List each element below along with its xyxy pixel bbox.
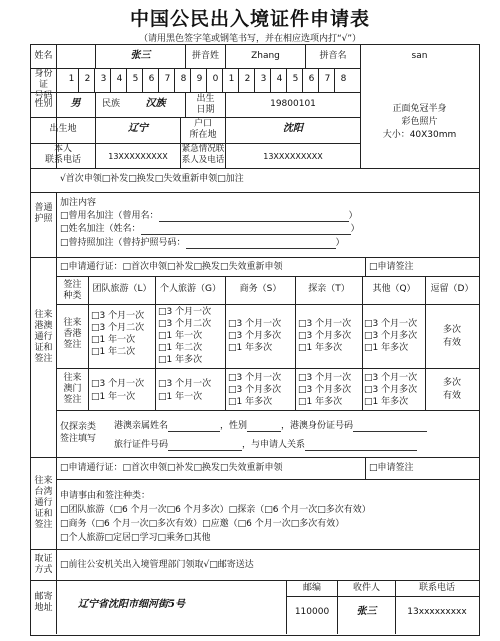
birthplace-label: 出生地 [49, 124, 77, 134]
pinyin-given-value[interactable]: san [411, 51, 428, 61]
pinyin-surname-value[interactable]: Zhang [251, 51, 280, 61]
name-endorsement[interactable]: □姓名加注（姓名： ） [60, 224, 360, 234]
hkmo-pass-apply[interactable]: □申请通行证：□首次申领□补发□换发□失效重新申领 [60, 262, 283, 272]
emergency-contact-value[interactable]: 13XXXXXXXXX [263, 152, 323, 161]
mo-personal-options[interactable]: □3 个月一次 □1 年一次 [158, 379, 212, 402]
hukou-value[interactable]: 沈阳 [283, 123, 303, 134]
id-digit-box[interactable]: 7 [324, 74, 331, 84]
former-passport-endorsement[interactable]: □曾持照加注（曾持护照号码： ） [60, 238, 345, 248]
hk-group-options[interactable]: □3 个月一次 □3 个月二次 □1 年一次 □1 年二次 [91, 311, 145, 357]
id-digit-box[interactable]: 0 [212, 74, 219, 84]
zip-label: 邮编 [302, 583, 321, 593]
ethnic-label: 民族 [101, 99, 120, 109]
mo-other-options[interactable]: □3 个月一次 □3 个月多次 □1 年多次 [364, 373, 418, 407]
collection-label: 取证 方式 [34, 554, 53, 575]
mo-transit-value[interactable]: 多次 有效 [442, 378, 461, 401]
id-digit-box[interactable]: 8 [180, 74, 187, 84]
endorsement-title: 加注内容 [60, 198, 97, 208]
form-instructions: （请用黑色签字笔或钢笔书写，并在相应选项内打“√”） [138, 34, 362, 44]
mailing-phone-value[interactable]: 13xxxxxxxxx [407, 607, 467, 617]
col-other: 其他（Q） [372, 284, 416, 294]
name-value[interactable]: 张三 [130, 50, 151, 61]
photo-size-note: 大小：40X30mm [382, 130, 457, 140]
id-digit-box[interactable]: 6 [148, 74, 155, 84]
col-transit: 逗留（D） [430, 284, 474, 294]
hk-visa-label: 往来 香港 签注 [63, 318, 82, 350]
visa-type-label: 签注 种类 [63, 280, 82, 301]
hk-other-options[interactable]: □3 个月一次 □3 个月多次 □1 年多次 [364, 319, 418, 353]
pinyin-surname-label: 拼音姓 [191, 51, 219, 61]
sex-value[interactable]: 男 [70, 98, 81, 109]
col-business: 商务（S） [239, 284, 282, 294]
col-group-tour: 团队旅游（L） [92, 284, 152, 294]
hkmo-visa-apply[interactable]: □申请签注 [369, 262, 414, 272]
id-digit-box[interactable]: 9 [196, 74, 203, 84]
tw-visa-apply[interactable]: □申请签注 [369, 463, 414, 473]
photo-note-2: 彩色照片 [401, 117, 438, 127]
tw-section-label: 往来 台湾 通行 证和 签注 [34, 476, 53, 530]
collection-options[interactable]: □前往公安机关出入境管理部门领取√□邮寄送达 [60, 560, 254, 570]
tw-options-3[interactable]: □个人旅游□定居□学习□乘务□其他 [60, 533, 211, 543]
id-digit-box[interactable]: 5 [132, 74, 139, 84]
mo-business-options[interactable]: □3 个月一次 □3 个月多次 □1 年多次 [228, 373, 282, 407]
mo-family-options[interactable]: □3 个月一次 □3 个月多次 □1 年多次 [298, 373, 352, 407]
name-label: 姓名 [34, 51, 53, 61]
kin-line-1[interactable]: 港澳亲属姓名 ，性别 ，港澳身份证号码 [114, 421, 427, 432]
hk-personal-options[interactable]: □3 个月一次 □3 个月二次 □1 年一次 □1 年二次 □1 年多次 [158, 307, 212, 365]
id-digit-box[interactable]: 1 [228, 74, 235, 84]
tw-pass-apply[interactable]: □申请通行证：□首次申领□补发□换发□失效重新申领 [60, 463, 283, 473]
phone-value[interactable]: 13XXXXXXXXX [108, 152, 168, 161]
mailing-phone-label: 联系电话 [418, 583, 455, 593]
passport-options[interactable]: √首次申领□补发□换发□失效重新申领□加注 [60, 174, 244, 184]
ethnic-value[interactable]: 汉族 [145, 98, 166, 109]
recipient-value[interactable]: 张三 [356, 606, 377, 617]
photo-note-1: 正面免冠半身 [392, 104, 447, 114]
hk-family-options[interactable]: □3 个月一次 □3 个月多次 □1 年多次 [298, 319, 352, 353]
id-digit-box[interactable]: 6 [308, 74, 315, 84]
hk-transit-value[interactable]: 多次 有效 [442, 325, 461, 348]
zip-value[interactable]: 110000 [294, 607, 330, 617]
emergency-contact-label: 紧急情况联 系人及电话 [181, 144, 225, 165]
id-digit-box[interactable]: 2 [244, 74, 251, 84]
recipient-label: 收件人 [352, 583, 380, 593]
id-digit-box[interactable]: 2 [84, 74, 91, 84]
form-title: 中国公民出入境证件申请表 [129, 8, 370, 30]
kin-only-label: 仅探亲类 签注填写 [60, 422, 97, 444]
phone-label: 本人 联系电话 [44, 144, 81, 165]
id-digit-box[interactable]: 4 [276, 74, 283, 84]
tw-options-2[interactable]: □商务（□6 个月一次□多次有效）□应邀（□6 个月一次□多次有效） [60, 519, 345, 529]
tw-options-1[interactable]: □团队旅游（□6 个月一次□6 个月多次）□探亲（□6 个月一次□多次有效） [60, 505, 371, 515]
col-family-visit: 探亲（T） [308, 284, 350, 294]
birthplace-value[interactable]: 辽宁 [128, 123, 148, 134]
hk-business-options[interactable]: □3 个月一次 □3 个月多次 □1 年多次 [228, 319, 282, 353]
id-digit-box[interactable]: 1 [68, 74, 75, 84]
birth-date-label: 出生 日期 [196, 94, 215, 115]
mo-group-options[interactable]: □3 个月一次 □1 年一次 [91, 379, 145, 402]
id-digit-box[interactable]: 3 [260, 74, 267, 84]
hkmo-section-label: 往来 港澳 通行 证和 签注 [34, 310, 53, 364]
birth-date-value[interactable]: 19800101 [270, 99, 316, 109]
tw-reason-title: 申请事由和签注种类： [60, 491, 151, 501]
id-digit-box[interactable]: 4 [116, 74, 123, 84]
id-digit-box[interactable]: 8 [340, 74, 347, 84]
passport-section-label: 普通 护照 [34, 203, 53, 224]
former-name-endorsement[interactable]: □曾用名加注（曾用名： ） [60, 211, 358, 221]
mo-visa-label: 往来 澳门 签注 [63, 373, 82, 405]
sex-label: 性别 [34, 99, 53, 109]
mailing-address-value[interactable]: 辽宁省沈阳市细河街5号 [78, 599, 185, 610]
hukou-label: 户口 所在地 [189, 119, 217, 140]
mailing-address-label: 邮寄 地址 [34, 592, 53, 613]
id-digit-box[interactable]: 3 [100, 74, 107, 84]
col-personal-tour: 个人旅游（G） [160, 284, 221, 294]
id-number-label: 身份证 号码 [34, 69, 53, 101]
pinyin-given-label: 拼音名 [319, 51, 347, 61]
id-digit-box[interactable]: 7 [164, 74, 171, 84]
kin-line-2[interactable]: 旅行证件号码 ，与申请人关系 [114, 440, 417, 451]
id-digit-box[interactable]: 5 [292, 74, 299, 84]
